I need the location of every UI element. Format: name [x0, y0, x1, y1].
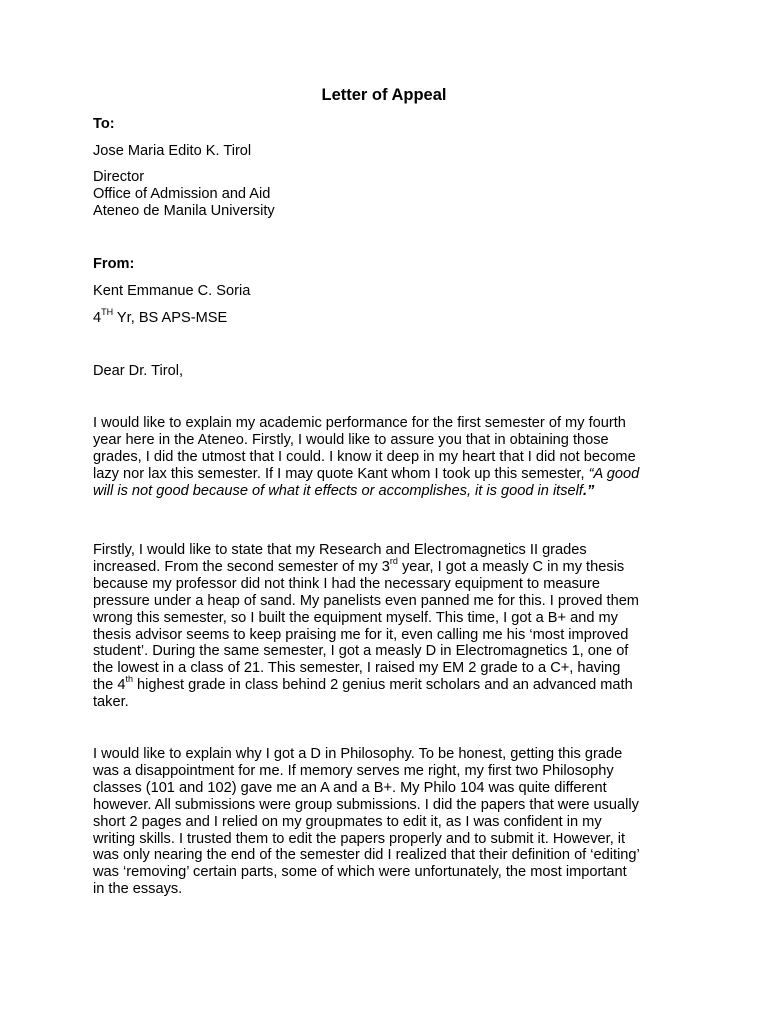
- p3-line: was only nearing the end of the semester did I realized that their definition of ‘editing’: [93, 847, 640, 864]
- kant-quote: will is not good because of what it effects or accomplishes, it is good in itself: [93, 482, 583, 499]
- from-label: [93, 256, 693, 273]
- p1-line: I would like to explain my academic performance for the first semester of my fourth: [93, 415, 626, 431]
- p2-line: thesis advisor seems to keep praising me for it, even calling me his ‘most improved: [93, 626, 629, 643]
- p2-line: because my professor did not think I had the necessary equipment to measure: [93, 575, 601, 592]
- paragraph-2: [93, 542, 693, 711]
- recipient-university: Ateneo de Manila University: [93, 203, 275, 220]
- p3-line: I would like to explain why I got a D in Philosophy. To be honest, getting this grade: [93, 746, 623, 762]
- p3-line: in the essays.: [93, 881, 183, 898]
- p2-line: wrong this semester, so I built the equipment myself. This time, I got a B+ and my: [93, 609, 618, 626]
- p1-line: year here in the Ateneo. Firstly, I would like to assure you that in obtaining those: [93, 431, 609, 448]
- sender-year-program: Yr, BS APS-MSE: [113, 310, 228, 326]
- p1-line4-text: lazy nor lax this semester. If I may quote Kant whom I took up this semester,: [93, 465, 589, 482]
- p2-line: taker.: [93, 694, 129, 711]
- to-label-text: To:: [93, 116, 115, 132]
- paragraph-1: [93, 415, 693, 500]
- p2-line2-sup: rd: [389, 556, 398, 567]
- from-label-text: From:: [93, 256, 135, 272]
- sender-year: [93, 307, 693, 327]
- p2-line2a: increased. From the second semester of my 3: [93, 558, 390, 575]
- p2-line9a: the 4: [93, 677, 126, 694]
- p2-line2b: year, I got a measly C in my thesis: [397, 558, 625, 575]
- p2-line9-sup: th: [125, 674, 133, 685]
- p3-line: writing skills. I trusted them to edit the papers properly and to submit it. However, it: [93, 830, 626, 847]
- salutation: Dear Dr. Tirol,: [93, 363, 184, 379]
- recipient-office: Office of Admission and Aid: [93, 186, 271, 203]
- p3-line: however. All submissions were group submissions. I did the papers that were usually: [93, 796, 639, 813]
- sender-year-number: 4: [93, 310, 102, 326]
- kant-quote-start: “A good: [588, 465, 640, 482]
- p3-line: classes (101 and 102) gave me an A and a B+. My Philo 104 was quite different: [93, 779, 607, 796]
- p3-line: short 2 pages and I relied on my groupmates to edit it, as I was confident in my: [93, 813, 602, 830]
- kant-quote-end: .”: [582, 482, 595, 499]
- to-label: [93, 116, 693, 133]
- paragraph-3: [93, 746, 693, 898]
- p2-line: Firstly, I would like to state that my Research and Electromagnetics II grades: [93, 542, 587, 558]
- p2-line: the lowest in a class of 21. This semester, I raised my EM 2 grade to a C+, having: [93, 660, 621, 677]
- p2-line: student’. During the same semester, I got a measly D in Electromagnetics 1, one of: [93, 643, 629, 660]
- p2-line: [93, 674, 693, 694]
- p3-line: was ‘removing’ certain parts, some of which were unfortunately, the most important: [93, 864, 627, 881]
- p2-line: pressure under a heap of sand. My panelists even panned me for this. I proved them: [93, 592, 639, 609]
- letter-title: Letter of Appeal: [321, 86, 447, 104]
- p1-line: grades, I did the utmost that I could. I know it deep in my heart that I did not become: [93, 448, 636, 465]
- sender-name: Kent Emmanue C. Soria: [93, 283, 251, 299]
- recipient-address: [93, 169, 693, 221]
- p2-line9b: highest grade in class behind 2 genius merit scholars and an advanced math: [132, 677, 633, 694]
- sender-year-sup: TH: [101, 307, 114, 318]
- p1-line: [93, 483, 693, 500]
- p1-line: [93, 466, 693, 483]
- recipient-name: Jose Maria Edito K. Tirol: [93, 143, 252, 159]
- p2-line: [93, 556, 693, 576]
- p3-line: was a disappointment for me. If memory serves me right, my first two Philosophy: [93, 762, 614, 779]
- recipient-position: Director: [93, 169, 145, 185]
